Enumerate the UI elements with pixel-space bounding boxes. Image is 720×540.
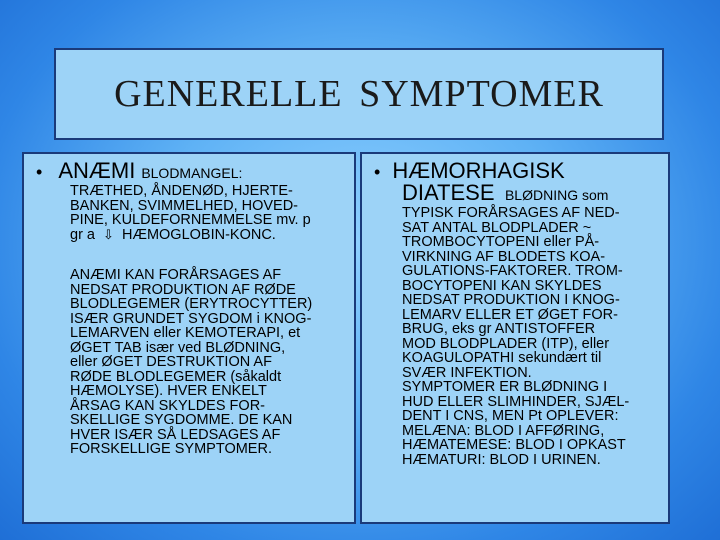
right-panel — [360, 152, 670, 524]
text-line: BOCYTOPENI KAN SKYLDES — [402, 277, 602, 294]
text-line: SAT ANTAL BLODPLADER ~ — [402, 219, 592, 236]
text-line — [70, 228, 360, 243]
text-line: BANKEN, SVIMMELHED, HOVED- — [70, 197, 299, 214]
anaemi-heading: ANÆMI — [58, 158, 136, 183]
text-line: HUD ELLER SLIMHINDER, SJÆL- — [402, 393, 630, 410]
text-line: SYMPTOMER ER BLØDNING I — [402, 379, 608, 395]
text-line: HÆMOLYSE). HVER ENKELT — [70, 383, 267, 399]
anaemi-causes — [70, 268, 360, 457]
text-line: ISÆR GRUNDET SYGDOM i KNOG- — [70, 310, 312, 327]
text-fragment: HÆMOGLOBIN-KONC. — [121, 226, 276, 243]
text-line: TRÆTHED, ÅNDENØD, HJERTE- — [70, 183, 293, 199]
text-line: BLODLEGEMER (ERYTROCYTTER) — [70, 296, 313, 312]
text-line: FORSKELLIGE SYMPTOMER. — [70, 441, 272, 457]
text-line: HÆMATURI: BLOD I URINEN. — [402, 451, 601, 468]
text-line: HVER ISÆR SÅ LEDSAGES AF — [70, 426, 281, 443]
text-line: eller ØGET DESTRUKTION AF — [70, 354, 272, 370]
text-line: PINE, KULDEFORNEMMELSE mv. p — [70, 212, 311, 228]
text-line: TYPISK FORÅRSAGES AF NED- — [402, 205, 620, 221]
slide-title: GENERELLE SYMPTOMER — [114, 73, 604, 115]
text-line: ÅRSAG KAN SKYLDES FOR- — [70, 397, 265, 414]
text-line: SVÆR INFEKTION. — [402, 364, 532, 381]
bullet-icon: • — [36, 162, 43, 182]
anaemi-subheading: BLODMANGEL: — [141, 165, 243, 181]
text-line: DENT I CNS, MEN Pt OPLEVER: — [402, 408, 619, 424]
text-line: TROMBOCYTOPENI eller PÅ- — [402, 234, 600, 250]
text-line: HÆMATEMESE: BLOD I OPKAST — [402, 437, 626, 453]
text-line: RØDE BLODLEGEMER (såkaldt — [70, 368, 282, 385]
text-line: LEMARV ELLER ET ØGET FOR- — [402, 306, 618, 323]
diatese-text — [402, 206, 672, 467]
text-line: NEDSAT PRODUKTION I KNOG- — [402, 292, 620, 308]
text-line: VIRKNING AF BLODETS KOA- — [402, 248, 606, 265]
text-line: SKELLIGE SYGDOMME. DE KAN — [70, 412, 293, 428]
text-line: ANÆMI KAN FORÅRSAGES AF — [70, 267, 282, 283]
text-line: KOAGULOPATHI sekundært til — [402, 350, 602, 366]
bullet-icon: • — [374, 162, 381, 182]
text-line: BRUG, eks gr ANTISTOFFER — [402, 321, 596, 337]
left-panel — [22, 152, 356, 524]
anaemi-symptoms — [70, 184, 360, 242]
down-arrow-icon: ⇩ — [103, 226, 114, 242]
text-line: NEDSAT PRODUKTION AF RØDE — [70, 281, 296, 298]
text-line: ØGET TAB især ved BLØDNING, — [70, 339, 286, 356]
diatese-heading-line2 — [402, 180, 608, 206]
text-line: MELÆNA: BLOD I AFFØRING, — [402, 422, 605, 439]
text-fragment: gr a — [70, 226, 95, 243]
diatese-subheading: BLØDNING som — [504, 187, 609, 203]
anaemi-heading-row — [36, 158, 242, 184]
text-line: LEMARVEN eller KEMOTERAPI, et — [70, 325, 301, 341]
title-box — [54, 48, 664, 140]
text-line: GULATIONS-FAKTORER. TROM- — [402, 263, 623, 279]
diatese-heading: HÆMORHAGISK — [392, 158, 565, 183]
diatese-heading-word: DIATESE — [402, 180, 495, 205]
text-line: MOD BLODPLADER (ITP), eller — [402, 335, 610, 352]
